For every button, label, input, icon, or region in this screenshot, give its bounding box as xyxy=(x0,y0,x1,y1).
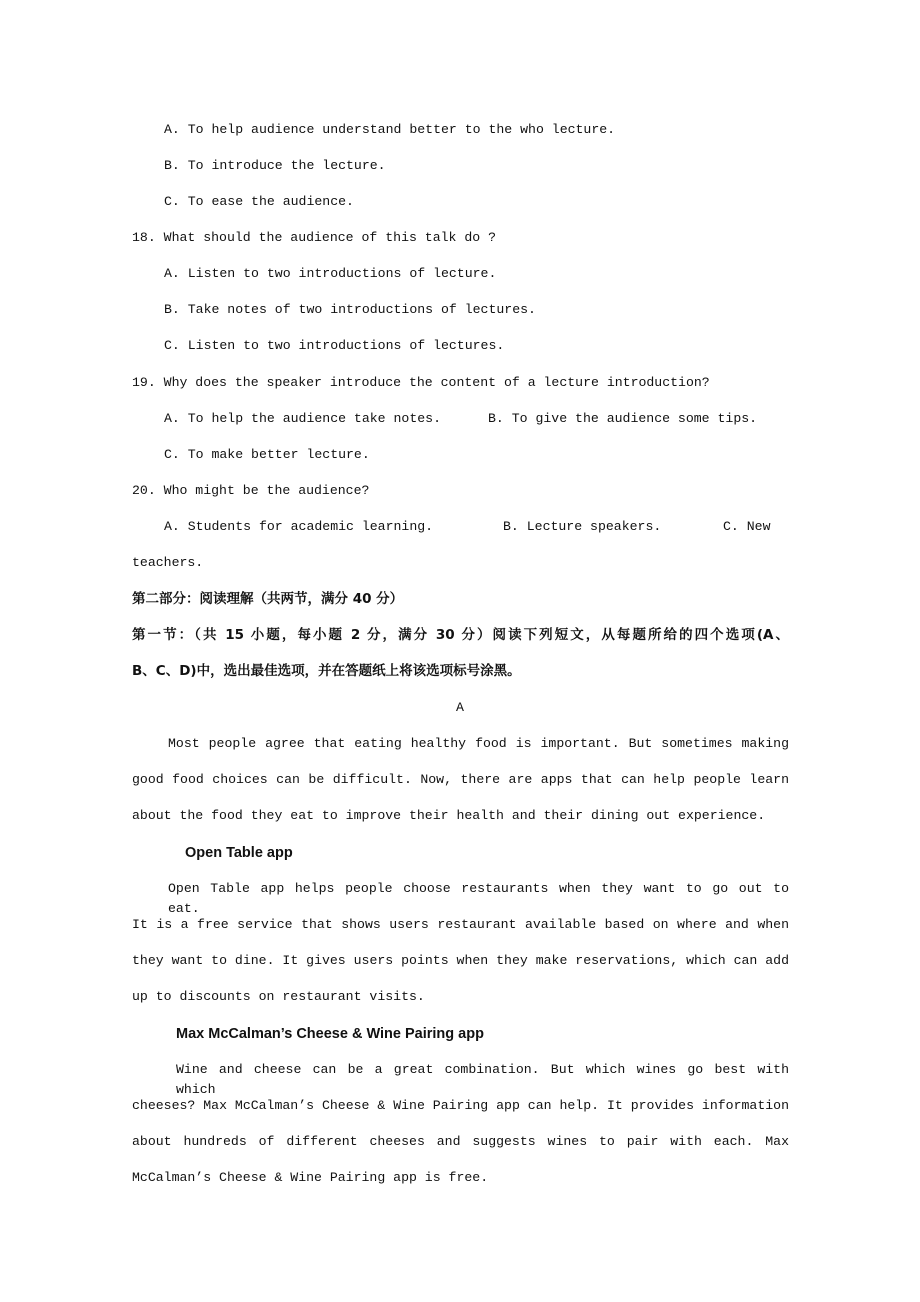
passage-text: they want to dine. It gives users points when they make reservations, which can add xyxy=(132,953,789,968)
q20-option-c: C. New xyxy=(723,519,771,534)
passage-text: cheeses? Max McCalman’s Cheese & Wine Pairing app can help. It provides information xyxy=(132,1098,789,1113)
passage-text: about the food they eat to improve their health and their dining out experience. xyxy=(132,808,766,823)
passage-text: Open Table app helps people choose restaurants when they want to go out to eat. xyxy=(168,881,789,916)
q19-option-a: A. To help the audience take notes. xyxy=(164,411,441,426)
passage-text: Wine and cheese can be a great combination. But which wines go best with which xyxy=(176,1062,789,1097)
q19-question: 19. Why does the speaker introduce the content of a lecture introduction? xyxy=(132,375,710,390)
q20-question: 20. Who might be the audience? xyxy=(132,483,370,498)
q19-option-b: B. To give the audience some tips. xyxy=(488,411,758,426)
q18-question: 18. What should the audience of this talk do ? xyxy=(132,230,497,245)
q19-option-c: C. To make better lecture. xyxy=(164,447,370,462)
q18-option-c: C. Listen to two introductions of lectures. xyxy=(164,338,505,353)
q18-option-b: B. Take notes of two introductions of lectures. xyxy=(164,302,536,317)
app-title: Max McCalman’s Cheese & Wine Pairing app xyxy=(176,1026,484,1042)
passage-text: about hundreds of different cheeses and suggests wines to pair with each. Max xyxy=(132,1134,789,1149)
passage-text: good food choices can be difficult. Now, there are apps that can help people learn xyxy=(132,772,789,787)
passage-text: It is a free service that shows users restaurant available based on where and when xyxy=(132,917,789,932)
q17-option-b: B. To introduce the lecture. xyxy=(164,158,386,173)
q20-option-a: A. Students for academic learning. xyxy=(164,519,434,534)
q20-option-c-continued: teachers. xyxy=(132,555,204,570)
section-instructions: B、C、D)中，选出最佳选项，并在答题纸上将该选项标号涂黑。 xyxy=(132,663,521,679)
passage-text: up to discounts on restaurant visits. xyxy=(132,989,425,1004)
q17-option-a: A. To help audience understand better to the who lecture. xyxy=(164,122,616,137)
passage-label: A xyxy=(456,700,464,715)
q17-option-c: C. To ease the audience. xyxy=(164,194,354,209)
passage-text: McCalman’s Cheese & Wine Pairing app is free. xyxy=(132,1170,489,1185)
q20-option-b: B. Lecture speakers. xyxy=(503,519,662,534)
section-instructions: 第一节：（共 15 小题，每小题 2 分，满分 30 分）阅读下列短文，从每题所给的四个选项(A、 xyxy=(132,627,789,643)
q18-option-a: A. Listen to two introductions of lecture. xyxy=(164,266,497,281)
passage-text: Most people agree that eating healthy food is important. But sometimes making xyxy=(168,736,789,751)
app-title: Open Table app xyxy=(185,845,293,861)
section-heading: 第二部分：阅读理解（共两节，满分 40 分） xyxy=(132,591,404,607)
